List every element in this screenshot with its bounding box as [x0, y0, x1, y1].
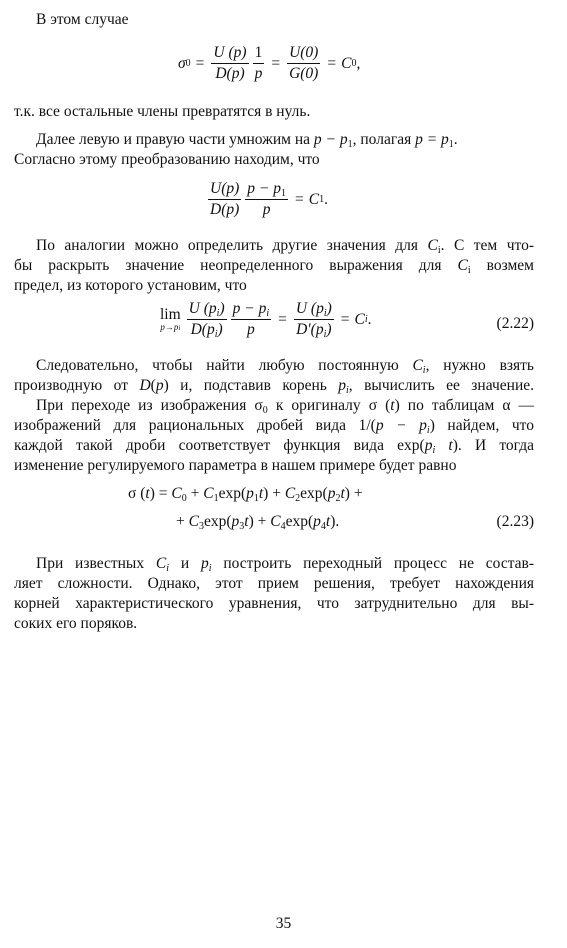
text: соких его поряков. — [14, 615, 138, 632]
punctuation: . — [367, 310, 372, 328]
text: ). — [330, 513, 340, 530]
denominator: D(p) — [215, 65, 245, 82]
paragraph-conclusion-line2 — [14, 574, 534, 594]
equation-sigma-t-line2 — [176, 512, 339, 532]
equation-sigma0: σ 0 = $\frac{U (p)}{D(p)}$ $\frac{1}{p}$ = $\frac{U(0)}{G(0)}$ = C 0 , — [178, 44, 361, 82]
fraction — [211, 44, 248, 83]
equation-number: (2.23) — [496, 513, 534, 530]
subscript: 2 — [295, 493, 301, 504]
equation-number: (2.22) — [496, 315, 534, 332]
equals-sign: = — [340, 310, 350, 328]
math: C — [203, 485, 214, 502]
subscript: i — [266, 308, 270, 319]
text: exp( — [218, 485, 247, 502]
text: т.к. все остальные члены превратятся в нуль. — [14, 103, 311, 120]
denominator: D(p — [190, 321, 215, 338]
math: t — [258, 485, 264, 502]
text: exp( — [300, 485, 328, 502]
denominator: G(0) — [289, 65, 319, 82]
paragraph-conclusion-line3 — [14, 594, 534, 614]
denominator: p — [246, 321, 255, 338]
text: Следовательно, чтобы найти любую постоянную — [36, 357, 413, 374]
text: корней характеристического уравнения, что затруднительно для вы- — [14, 595, 534, 612]
text: бы раскрыть значение неопределенного выражения для — [14, 257, 458, 274]
math: C — [171, 485, 182, 502]
text: к оригиналу σ ( — [267, 397, 391, 414]
math: t — [145, 485, 150, 502]
text: Согласно этому преобразованию находим, что — [14, 151, 320, 168]
paragraph-multiply-line2 — [14, 150, 320, 170]
text: предел, из которого установим, что — [14, 277, 247, 294]
subscript: i — [432, 445, 436, 456]
punctuation: . — [324, 190, 328, 208]
symbol: C — [354, 310, 365, 328]
denominator: p — [262, 201, 271, 218]
math: t — [325, 513, 331, 530]
fraction — [245, 180, 288, 219]
equation-ci-limit — [160, 300, 372, 339]
symbol: C — [308, 190, 320, 208]
text: каждой такой дроби соответствует функция вида exp( — [14, 437, 425, 454]
subscript: 0 — [181, 493, 187, 504]
subscript: i — [323, 308, 327, 319]
punctuation: , — [356, 54, 361, 72]
paragraph-consequently-line1 — [36, 356, 534, 376]
text: изменение регулируемого параметра в нашем примере будет равно — [14, 457, 457, 474]
text: построить переходный процесс не состав- — [211, 555, 535, 572]
fraction — [287, 44, 320, 83]
math: t — [390, 397, 395, 414]
math: t — [244, 513, 249, 530]
text: ) + — [263, 485, 285, 502]
subscript: i — [467, 265, 471, 276]
lim-subscript: p→p — [160, 321, 179, 332]
subscript: i — [208, 563, 212, 574]
math: C — [457, 257, 468, 274]
text: . — [453, 131, 458, 148]
text: exp( — [203, 513, 232, 530]
subscript: 1 — [253, 493, 259, 504]
subscript: 3 — [239, 521, 245, 532]
paragraph-analogy-line3 — [14, 276, 247, 296]
denominator-end: ) — [217, 321, 223, 338]
math: p — [155, 377, 164, 394]
subscript: i — [346, 385, 349, 396]
subscript: i — [216, 308, 220, 319]
math: p − p — [375, 417, 427, 434]
subscript: i — [364, 313, 368, 325]
text: , полагая — [352, 131, 416, 148]
symbol: C — [341, 54, 352, 72]
text: ) найдем, что — [429, 417, 535, 434]
limit-operator — [160, 307, 181, 333]
text: ( — [150, 377, 156, 394]
subscript: 4 — [320, 521, 326, 532]
equals-sign: = — [295, 190, 304, 208]
denominator: p — [254, 65, 263, 82]
paragraph-transition-line2 — [14, 416, 534, 436]
paragraph-consequently-line2 — [14, 376, 534, 396]
subscript: 4 — [280, 521, 286, 532]
text: , вычислить ее значение. — [348, 377, 535, 394]
denominator: D′(p — [296, 321, 324, 338]
text: В этом случае — [36, 11, 129, 28]
math: t — [340, 485, 345, 502]
paragraph-analogy-line1 — [36, 236, 534, 256]
fraction — [231, 300, 272, 339]
subscript: 0 — [262, 405, 268, 416]
paragraph-conclusion-line4 — [14, 614, 137, 634]
equals-sign: = — [278, 310, 287, 328]
subscript: 2 — [335, 493, 341, 504]
subscript: 1 — [347, 139, 353, 150]
numerator: U(p) — [208, 180, 241, 200]
symbol: σ — [178, 54, 186, 72]
fraction — [294, 300, 334, 339]
text: ) = — [149, 485, 172, 502]
subscript: i — [426, 425, 430, 436]
text: . С тем что- — [440, 237, 534, 254]
math: p — [246, 485, 254, 502]
paragraph-transition-line3 — [14, 436, 534, 456]
text: + — [186, 485, 204, 502]
subscript: i — [437, 245, 441, 256]
text: ). И тогда — [452, 437, 534, 454]
numerator-end: ) — [326, 300, 332, 317]
subscript: i — [214, 329, 218, 340]
subscript: i — [166, 563, 170, 574]
subscript: 3 — [198, 521, 204, 532]
math: C — [427, 237, 438, 254]
text: exp( — [285, 513, 314, 530]
numerator: U (p — [188, 300, 217, 317]
text: ляет сложности. Однако, этот прием решения, требует нахождения — [14, 575, 534, 592]
page-number: 35 — [275, 915, 292, 932]
math: p − p — [313, 131, 348, 148]
subscript: i — [323, 329, 327, 340]
equals-sign: = — [195, 54, 205, 72]
paragraph-multiply-line1 — [36, 130, 458, 150]
math: C — [155, 555, 167, 572]
fraction — [187, 300, 227, 339]
text: возмем — [470, 257, 534, 274]
math: C — [284, 485, 296, 502]
numerator: 1 — [253, 44, 265, 64]
paragraph-intro — [36, 10, 129, 30]
paragraph-conclusion-line1 — [36, 554, 534, 574]
fraction — [208, 180, 241, 219]
numerator: U(0) — [287, 44, 320, 64]
math: D — [139, 377, 151, 394]
numerator: p − p — [232, 300, 267, 317]
text: и — [169, 555, 201, 572]
equation-sigma-t-line1 — [128, 484, 363, 504]
paragraph-zero-terms — [14, 102, 310, 122]
text: σ ( — [128, 485, 146, 502]
paragraph-transition-line4 — [14, 456, 456, 476]
text: , нужно взять — [425, 357, 534, 374]
subscript: 1 — [281, 188, 286, 199]
math: C — [270, 513, 281, 530]
numerator: U (p — [295, 300, 324, 317]
text: Далее левую и правую части умножим на — [36, 131, 314, 148]
paragraph-transition-line1 — [36, 396, 534, 416]
text: ) + — [344, 485, 363, 502]
math: C — [188, 513, 199, 530]
math: p — [338, 377, 347, 394]
denominator-end: ) — [326, 321, 332, 338]
fraction — [253, 44, 265, 83]
paragraph-analogy-line2 — [14, 256, 534, 276]
text: При переходе из изображения σ — [36, 397, 263, 414]
subscript: 1 — [213, 493, 219, 504]
math: C — [412, 357, 423, 374]
subscript: 1 — [448, 139, 454, 150]
math: p — [327, 485, 336, 502]
text: ) по таблицам α — — [394, 397, 534, 414]
equals-sign: = — [271, 54, 281, 72]
math: t — [435, 437, 453, 454]
text: ) и, подставив корень — [163, 377, 339, 394]
text: ) + — [248, 513, 271, 530]
equals-sign: = — [327, 54, 337, 72]
math: p = p — [415, 131, 449, 148]
math: p — [231, 513, 240, 530]
denominator: D(p) — [210, 201, 240, 218]
lim-subscript-index: i — [178, 323, 181, 332]
math: p — [313, 513, 321, 530]
lim-text: lim — [160, 305, 181, 323]
text: + — [176, 513, 189, 530]
numerator-end: ) — [219, 300, 225, 317]
math: p — [424, 437, 433, 454]
subscript: i — [422, 365, 426, 376]
text: При известных — [36, 555, 156, 572]
equation-c1: $\frac{U(p)}{D(p)}$ $\frac{p - p_1}{p}$ = C 1 . — [210, 180, 328, 218]
math: p — [201, 555, 209, 572]
text: изображений для рациональных дробей вида 1/( — [14, 417, 376, 434]
numerator: U (p) — [211, 44, 248, 64]
numerator: p − p — [247, 180, 281, 197]
text: По аналогии можно определить другие значения для — [36, 237, 428, 254]
text: производную от — [14, 377, 140, 394]
